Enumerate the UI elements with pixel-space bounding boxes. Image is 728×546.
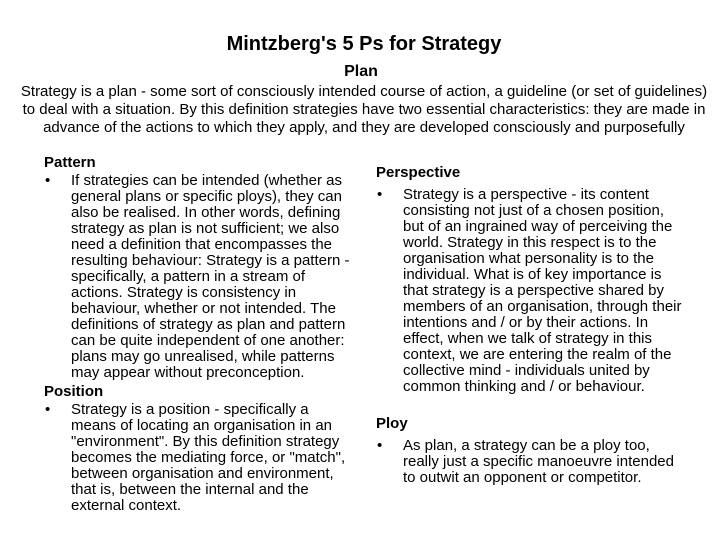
bullet-icon: • bbox=[377, 437, 383, 454]
bullet-icon: • bbox=[45, 172, 51, 189]
right-column bbox=[376, 164, 686, 486]
left-column bbox=[44, 154, 354, 514]
position-bullet-item bbox=[44, 402, 354, 514]
ploy-heading: Ploy bbox=[376, 415, 408, 432]
position-text: Strategy is a position - specifically a means of locating an organisation in an "environment". By this definition strategy becomes the mediating force, or "match", between organisation and environment, that is, between the internal and the external context. bbox=[71, 401, 346, 514]
ploy-bullet-item bbox=[376, 438, 686, 486]
pattern-heading: Pattern bbox=[44, 154, 96, 171]
bullet-icon: • bbox=[45, 401, 51, 418]
perspective-bullet-item bbox=[376, 187, 686, 395]
spacer bbox=[376, 395, 686, 409]
perspective-text: Strategy is a perspective - its content consisting not just of a chosen position, but of an ingrained way of perceiving the world. Strategy in this respect is to the organisation what personality is to the individual. What is of key importance is that strategy is a perspective shared by members of an organisation, through their intentions and / or by their actions. In effect, when we talk of strategy in this context, we are entering the realm of the collective mind - individuals united by common thinking and / or behaviour. bbox=[403, 186, 682, 395]
pattern-text: If strategies can be intended (whether as general plans or specific ploys), they can also be realised. In other words, defining strategy as plan is not sufficient; we also need a definition that encompasses the resulting behaviour: Strategy is a pattern - specifically, a pattern in a stream of actions. Strategy is consistency in behaviour, whether or not intended. The definitions of strategy as plan and pattern can be quite independent of one another: plans may go unrealised, while patterns may appear without preconception. bbox=[71, 172, 350, 381]
plan-heading: Plan bbox=[344, 63, 378, 80]
position-heading: Position bbox=[44, 383, 104, 400]
pattern-bullet-item bbox=[44, 173, 354, 381]
ploy-text: As plan, a strategy can be a ploy too, really just a specific manoeuvre intended to outwit an opponent or competitor. bbox=[403, 437, 674, 486]
bullet-icon: • bbox=[377, 186, 383, 203]
perspective-heading: Perspective bbox=[376, 164, 461, 181]
plan-text: Strategy is a plan - some sort of consciously intended course of action, a guideline (or set of guidelines) to deal with a situation. By this definition strategies have two essential characteristics: they are made in advance of the actions to which they apply, and they are developed consciously and purposefully bbox=[20, 83, 708, 136]
slide-title: Mintzberg's 5 Ps for Strategy bbox=[226, 33, 502, 55]
